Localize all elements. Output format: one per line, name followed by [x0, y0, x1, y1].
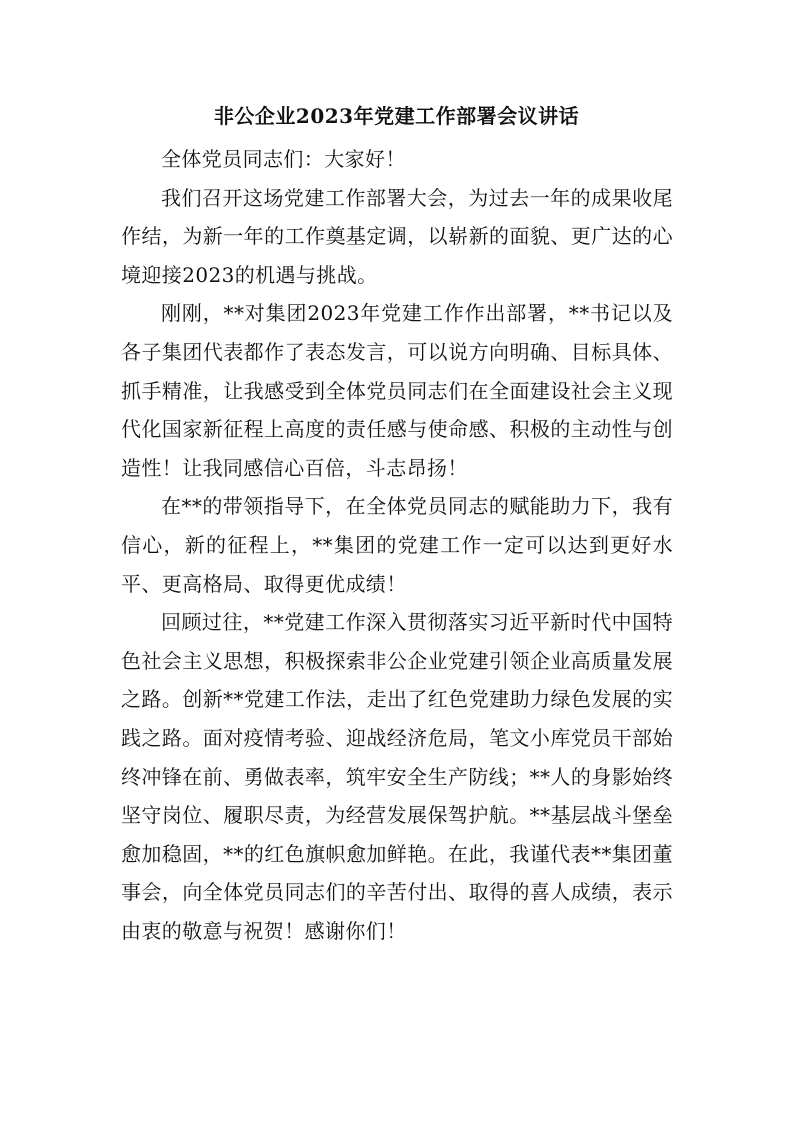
paragraph: 我们召开这场党建工作部署大会，为过去一年的成果收尾作结，为新一年的工作奠基定调，以崭新的面貌、更广达的心境迎接2023的机遇与挑战。	[121, 185, 673, 287]
paragraph: 刚刚，**对集团2023年党建工作作出部署，**书记以及各子集团代表都作了表态发言，可以说方向明确、目标具体、抓手精准，让我感受到全体党员同志们在全面建设社会主义现代化国家新征程上高度的责任感与使命感、积极的主动性与创造性！让我同感信心百倍，斗志昂扬！	[121, 301, 673, 480]
paragraph: 回顾过往，**党建工作深入贯彻落实习近平新时代中国特色社会主义思想，积极探索非公企业党建引领企业高质量发展之路。创新**党建工作法，走出了红色党建助力绿色发展的实践之路。面对疫情考验、迎战经济危局，笔文小库党员干部始终冲锋在前、勇做表率，筑牢安全生产防线；**人的身影始终坚守岗位、履职尽责，为经营发展保驾护航。**基层战斗堡垒愈加稳固，**的红色旗帜愈加鲜艳。在此，我谨代表**集团董事会，向全体党员同志们的辛苦付出、取得的喜人成绩，表示由衷的敬意与祝贺！感谢你们！	[121, 610, 673, 943]
paragraph-greeting: 全体党员同志们：大家好！	[161, 147, 406, 171]
document-title: 非公企业2023年党建工作部署会议讲话	[213, 104, 580, 128]
paragraph: 在**的带领指导下，在全体党员同志的赋能助力下，我有信心，新的征程上，**集团的党建工作一定可以达到更好水平、更高格局、取得更优成绩！	[121, 494, 673, 596]
document-body	[121, 140, 673, 950]
